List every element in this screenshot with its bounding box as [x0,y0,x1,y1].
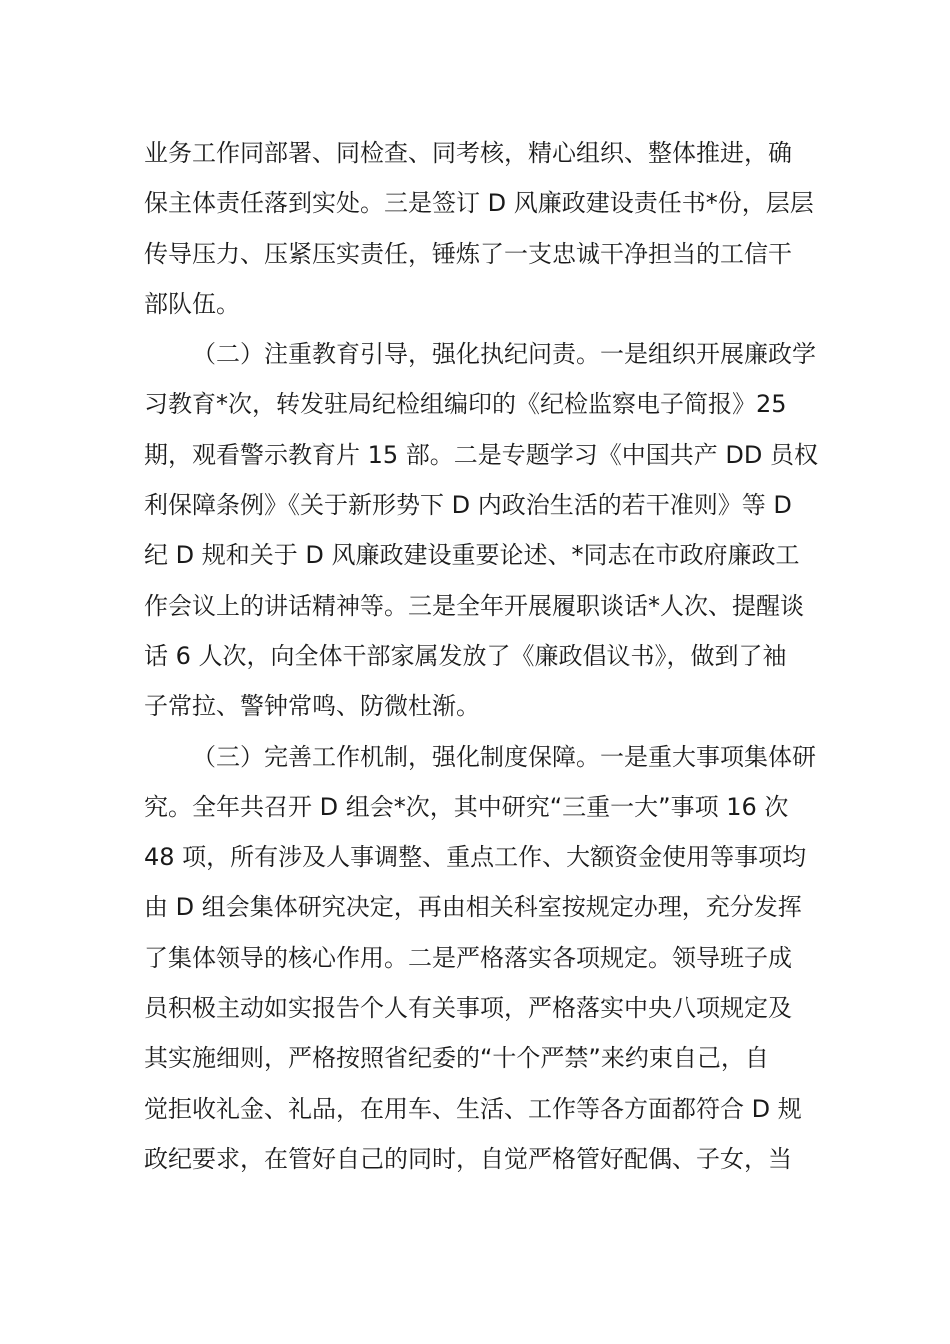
text-line: 部队伍。 [144,289,240,318]
text-line: 由 D 组会集体研究决定，再由相关科室按规定办理，充分发挥 [144,893,802,922]
text-line: 究。全年共召开 D 组会*次，其中研究“三重一大”事项 16 次 [144,792,789,821]
text-line: 觉拒收礼金、礼品，在用车、生活、工作等各方面都符合 D 规 [144,1094,802,1123]
text-line: 传导压力、压紧压实责任，锤炼了一支忠诚干净担当的工信干 [144,239,792,268]
text-line: 政纪要求，在管好自己的同时，自觉严格管好配偶、子女，当 [144,1144,792,1173]
text-line: 作会议上的讲话精神等。三是全年开展履职谈话*人次、提醒谈 [144,591,804,620]
paragraph-work-mechanism [144,732,816,1185]
text-line: 了集体领导的核心作用。二是严格落实各项规定。领导班子成 [144,943,792,972]
text-line: 48 项，所有涉及人事调整、重点工作、大额资金使用等事项均 [144,843,807,872]
text-line: 员积极主动如实报告个人有关事项，严格落实中央八项规定及 [144,994,792,1023]
text-line-first: （三）完善工作机制，强化制度保障。一是重大事项集体研 [192,742,816,771]
text-line: 业务工作同部署、同检查、同考核，精心组织、整体推进，确 [144,139,792,167]
text-line: 其实施细则，严格按照省纪委的“十个严禁”来约束自己，自 [144,1044,769,1073]
text-line: 期，观看警示教育片 15 部。二是专题学习《中国共产 DD 员权 [144,440,819,469]
paragraph-education-guidance [144,329,819,731]
text-line: 话 6 人次，向全体干部家属发放了《廉政倡议书》，做到了袖 [144,641,787,670]
text-line-first: （二）注重教育引导，强化执纪问责。一是组织开展廉政学 [192,340,816,369]
paragraph-responsibility-continuation [144,128,814,329]
text-line: 利保障条例》《关于新形势下 D 内政治生活的若干准则》等 D [144,491,792,520]
text-line: 习教育*次，转发驻局纪检组编印的《纪检监察电子简报》25 [144,390,787,419]
document-body [144,128,819,1184]
text-line: 纪 D 规和关于 D 风廉政建设重要论述、*同志在市政府廉政工 [144,541,800,570]
text-line: 保主体责任落到实处。三是签订 D 风廉政建设责任书*份，层层 [144,189,814,218]
text-line: 子常拉、警钟常鸣、防微杜渐。 [144,692,480,721]
